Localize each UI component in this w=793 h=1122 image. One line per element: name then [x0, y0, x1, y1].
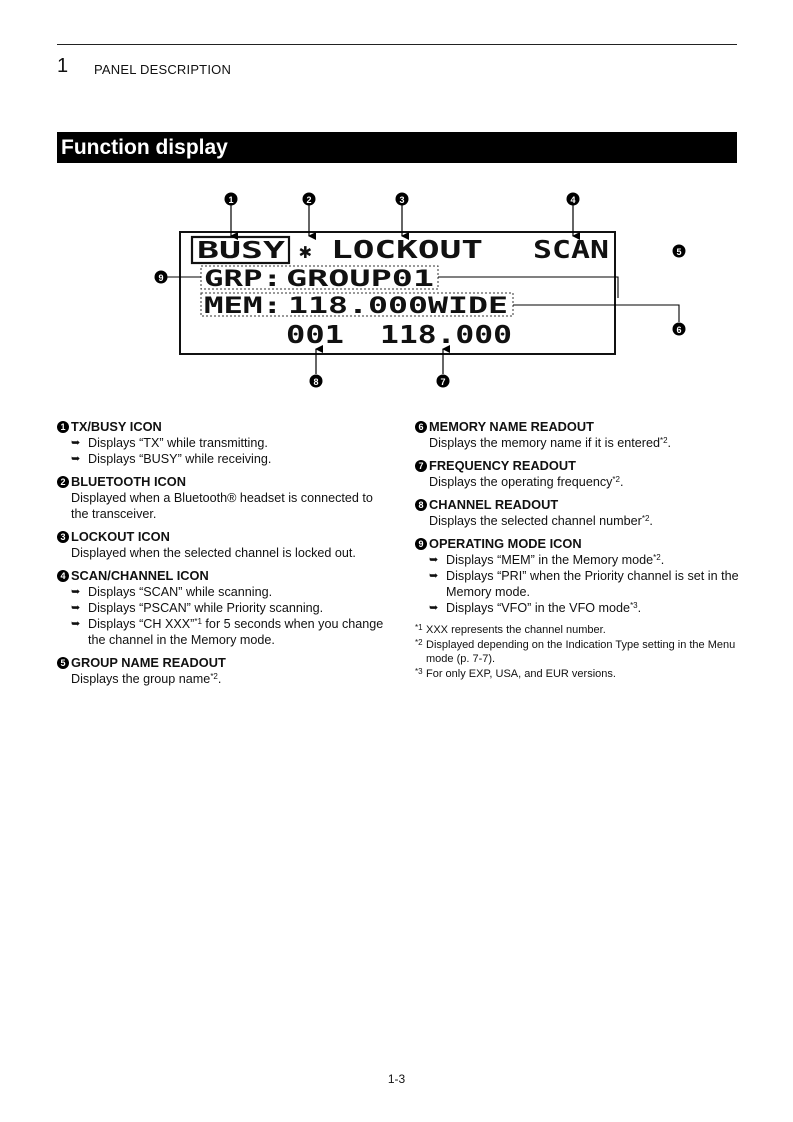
item-title: SCAN/CHANNEL ICON [71, 568, 209, 583]
number-badge: 9 [415, 538, 427, 550]
page-number: 1-3 [387, 1072, 406, 1086]
callout-6 [513, 305, 686, 336]
arrow-icon: ➥ [429, 554, 439, 566]
section-title: Function display [57, 132, 737, 163]
arrow-icon: ➥ [71, 618, 81, 630]
item-title: CHANNEL READOUT [429, 497, 559, 512]
item-operating-mode [415, 536, 745, 616]
footnote: *1 XXX represents the channel number. [415, 623, 606, 636]
number-badge: 1 [57, 421, 69, 433]
number-badge: 7 [415, 460, 427, 472]
group-name-readout: GROUP01 [286, 267, 434, 292]
callout-4 [567, 193, 580, 237]
item-title: FREQUENCY READOUT [429, 458, 576, 473]
svg-text:2: 2 [306, 195, 312, 205]
arrow-icon: ➥ [429, 570, 439, 582]
bullet-text: Displays “CH XXX”$^{*1}$ for 5 seconds when you change the channel in the Memory mode. [88, 617, 384, 647]
channel-readout: 001 [286, 320, 344, 349]
item-group-name [57, 655, 387, 687]
scan-icon: SCAN [533, 235, 609, 264]
arrow-icon: ➥ [71, 437, 81, 449]
svg-text:8: 8 [313, 377, 319, 387]
svg-text:3: 3 [399, 195, 405, 205]
chapter-number: 1 [57, 55, 69, 77]
chapter-title: PANEL DESCRIPTION [94, 62, 232, 77]
callout-3 [396, 193, 409, 237]
number-badge: 5 [57, 657, 69, 669]
arrow-icon: ➥ [71, 453, 81, 465]
item-body: Displays the memory name if it is entered$^{*2}$. [429, 436, 672, 450]
number-badge: 2 [57, 476, 69, 488]
frequency-readout: 118.000 [380, 320, 512, 349]
item-title: BLUETOOTH ICON [71, 474, 186, 489]
arrow-icon: ➥ [429, 602, 439, 614]
item-tx-busy [57, 419, 387, 467]
item-title: MEMORY NAME READOUT [429, 419, 594, 434]
bluetooth-icon: ✱ [299, 239, 312, 263]
svg-text:1: 1 [228, 195, 234, 205]
callout-9 [155, 271, 202, 284]
bullet-text: Displays “TX” while transmitting. [88, 436, 268, 450]
memory-name-readout: 118.000WIDE [288, 294, 508, 319]
item-channel [415, 497, 745, 529]
number-badge: 8 [415, 499, 427, 511]
right-column [415, 419, 745, 681]
left-column [57, 419, 387, 694]
busy-icon: BUSY [197, 238, 286, 264]
item-body: Displays the group name$^{*2}$. [71, 672, 222, 686]
grp-label: GRP: [204, 267, 282, 292]
item-body: Displayed when the selected channel is locked out. [71, 546, 356, 560]
svg-text:5: 5 [676, 247, 682, 257]
item-scan-channel [57, 568, 387, 648]
item-frequency [415, 458, 745, 490]
item-bluetooth [57, 474, 387, 522]
footnotes [415, 623, 745, 681]
item-title: TX/BUSY ICON [71, 419, 162, 434]
item-body: Displays the operating frequency$^{*2}$. [429, 475, 624, 489]
item-body: Displays the selected channel number$^{*2}$. [429, 514, 653, 528]
svg-text:9: 9 [158, 273, 164, 283]
arrow-icon: ➥ [71, 586, 81, 598]
item-body: Displayed when a Bluetooth® headset is connected to the transceiver. [71, 491, 373, 521]
item-title: LOCKOUT ICON [71, 529, 170, 544]
number-badge: 4 [57, 570, 69, 582]
bullet-text: Displays “PRI” when the Priority channel is set in the Memory mode. [446, 569, 739, 599]
item-title: GROUP NAME READOUT [71, 655, 226, 670]
item-memory-name [415, 419, 745, 451]
footnote: *3 For only EXP, USA, and EUR versions. [415, 666, 616, 680]
footnote: *2 Displayed depending on the Indication Type setting in the Menu mode (p. 7-7). [415, 637, 736, 665]
number-badge: 3 [57, 531, 69, 543]
bullet-text: Displays “MEM” in the Memory mode$^{*2}$. [446, 553, 665, 567]
bullet-text: Displays “PSCAN” while Priority scanning. [88, 601, 324, 615]
arrow-icon: ➥ [71, 602, 81, 614]
callout-2 [303, 193, 316, 237]
callout-1 [225, 193, 238, 237]
function-display-diagram [0, 0, 793, 400]
number-badge: 6 [415, 421, 427, 433]
svg-text:4: 4 [570, 195, 576, 205]
bullet-text: Displays “BUSY” while receiving. [88, 452, 272, 466]
svg-text:6: 6 [676, 325, 682, 335]
bullet-text: Displays “VFO” in the VFO mode$^{*3}$. [446, 601, 642, 615]
lockout-icon: LOCKOUT [331, 235, 483, 264]
item-title: OPERATING MODE ICON [429, 536, 582, 551]
svg-text:7: 7 [440, 377, 446, 387]
mem-label: MEM: [204, 294, 282, 319]
bullet-text: Displays “SCAN” while scanning. [88, 585, 273, 599]
item-lockout [57, 529, 387, 561]
